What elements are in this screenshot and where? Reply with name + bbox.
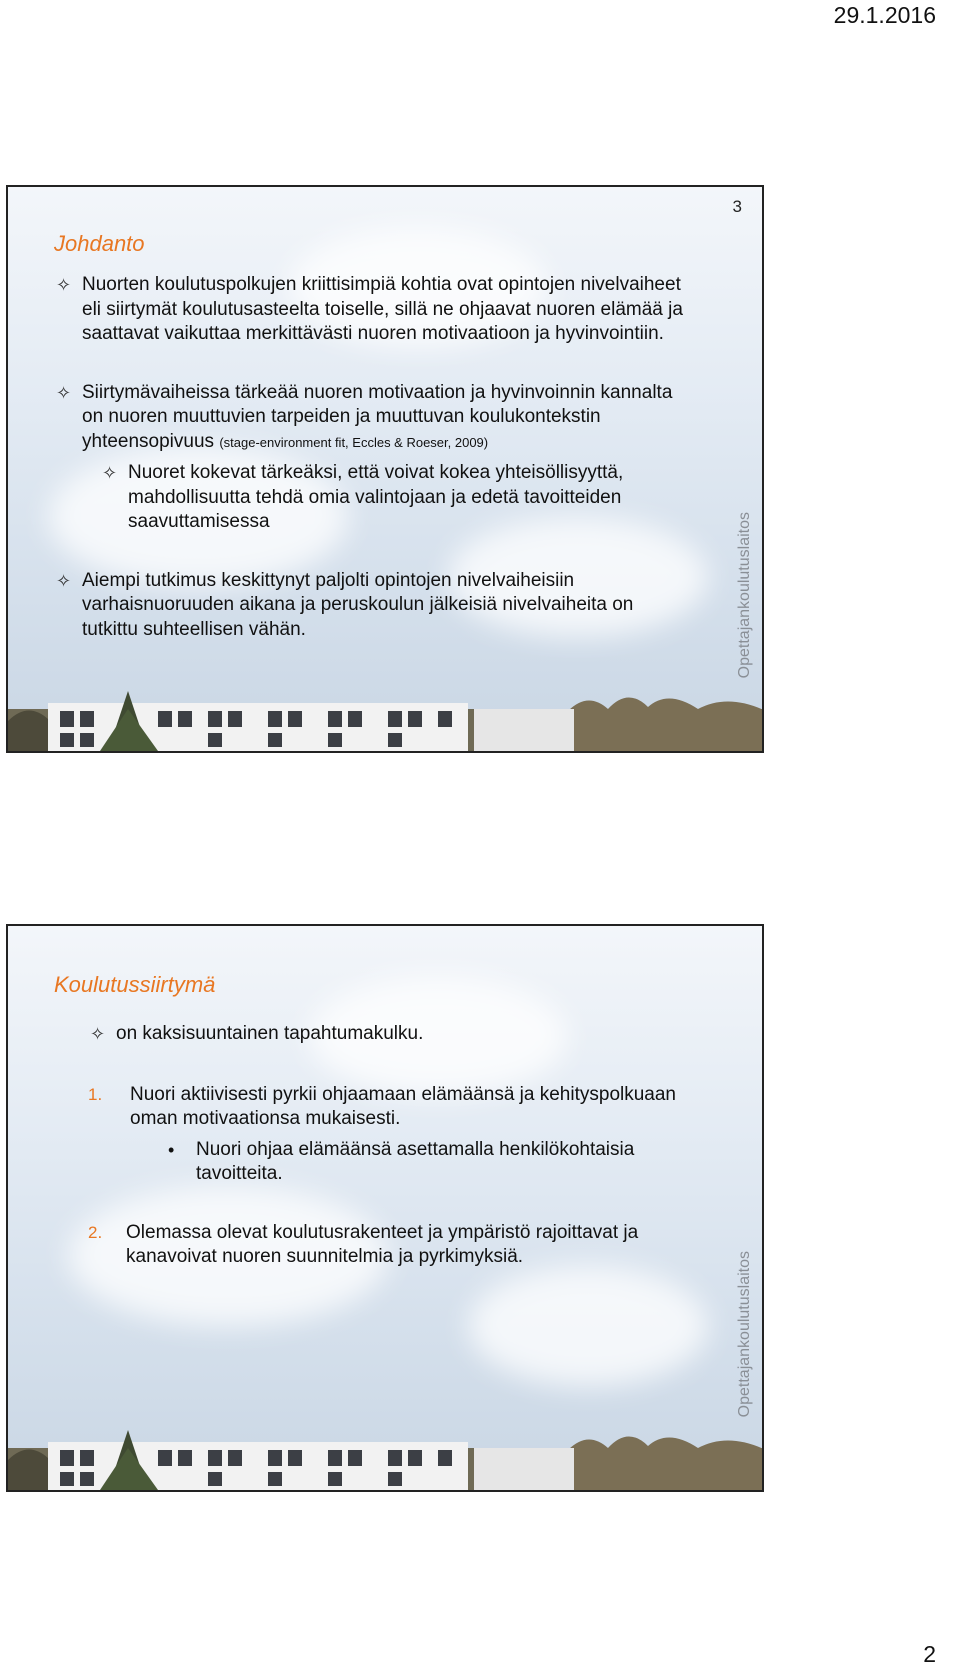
slide-title: Koulutussiirtymä: [54, 972, 216, 997]
slide-title: Johdanto: [54, 231, 145, 256]
diamond-star-icon: ✧: [56, 382, 72, 403]
bullet-dot-icon: •: [168, 1139, 175, 1160]
numbered-item: [54, 1221, 690, 1270]
building-photo: [8, 681, 764, 751]
item-number: 2.: [88, 1222, 103, 1242]
slide-4: [6, 924, 764, 1492]
building-photo: [8, 1420, 764, 1490]
sub-bullet-text: Nuoret kokevat tärkeäksi, että voivat kokea yhteisöllisyyttä, mahdollisuutta tehdä omia valintojaan ja edetä tavoitteiden saavuttamisessa: [128, 462, 624, 532]
item-text: Olemassa olevat koulutusrakenteet ja ympäristö rajoittavat ja kanavoivat nuoren suunnitelmia ja pyrkimyksiä.: [126, 1221, 639, 1267]
bullet-item: [54, 273, 690, 347]
sub-bullet-text: Nuori ohjaa elämäänsä asettamalla henkilökohtaisia tavoitteita.: [196, 1138, 635, 1184]
diamond-star-icon: ✧: [102, 463, 118, 483]
slide-number: 3: [732, 197, 742, 216]
slide-content: [54, 1022, 690, 1270]
bullet-text: Nuorten koulutuspolkujen kriittisimpiä kohtia ovat opintojen nivelvaiheet eli siirtymät koulutusasteelta toiselle, sillä ne ohjaavat nuoren elämää ja saattavat vaikuttaa merkittävästi nuoren motivaatioon ja hyvinvointiin.: [82, 274, 683, 344]
sub-bullet-item: [54, 461, 690, 535]
cloud-decoration: [468, 1266, 708, 1386]
page-number: 2: [923, 1641, 936, 1667]
numbered-item: [54, 1083, 690, 1132]
citation: (stage-environment fit, Eccles & Roeser, 2009): [219, 434, 489, 450]
bullet-item: [54, 569, 690, 643]
bullet-text: Aiempi tutkimus keskittynyt paljolti opintojen nivelvaiheisiin varhaisnuoruuden aikana ja peruskoulun jälkeisiä nivelvaiheita on tutkittu suhteellisen vähän.: [82, 569, 634, 640]
sub-bullet-item: [54, 1138, 690, 1187]
diamond-star-icon: ✧: [56, 570, 72, 591]
side-label: Opettajankoulutuslaitos: [736, 512, 753, 679]
item-number: 1.: [88, 1084, 103, 1104]
bullet-item: [54, 1022, 690, 1047]
slide-3: [6, 185, 764, 753]
side-label: Opettajankoulutuslaitos: [736, 1251, 753, 1418]
bullet-text: on kaksisuuntainen tapahtumakulku.: [116, 1023, 424, 1044]
slide-content: [54, 273, 690, 642]
diamond-star-icon: ✧: [56, 275, 72, 295]
bullet-item: [54, 381, 690, 456]
item-text: Nuori aktiivisesti pyrkii ohjaamaan elämäänsä ja kehityspolkuaan oman motivaationsa mukaisesti.: [130, 1083, 676, 1129]
diamond-star-icon: ✧: [90, 1024, 106, 1044]
bullet-text: Siirtymävaiheissa tärkeää nuoren motivaation ja hyvinvoinnin kannalta on nuoren muuttuvien tarpeiden ja muuttuvan koulukontekstin yhteensopivuus: [82, 381, 673, 452]
page-date: 29.1.2016: [833, 2, 936, 28]
